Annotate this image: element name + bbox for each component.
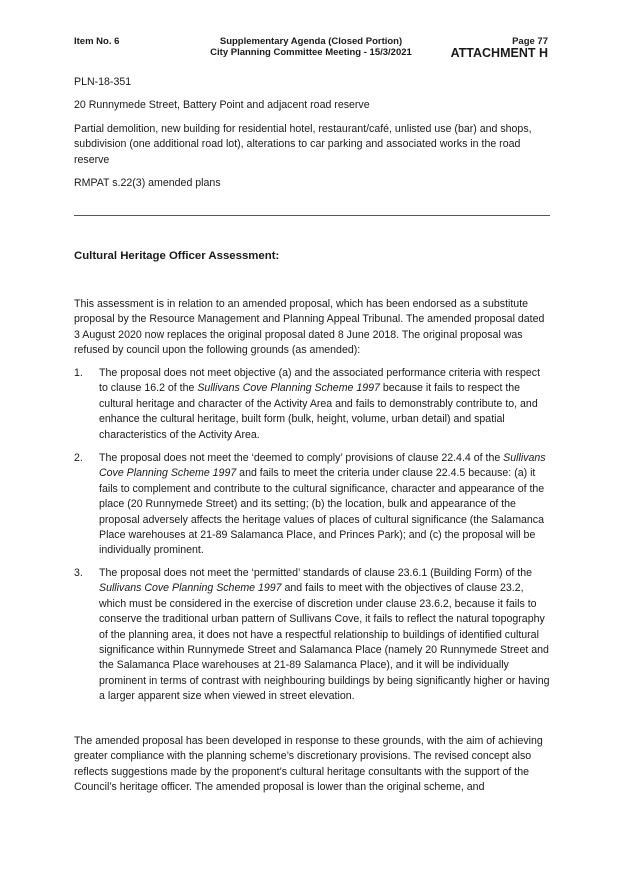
page-number: Page 77 [512, 36, 548, 47]
section-heading: Cultural Heritage Officer Assessment: [74, 250, 280, 262]
page-header [74, 34, 548, 64]
application-description: Partial demolition, new building for residential hotel, restaurant/café, unlisted use (bar) and shops, subdivision (one additional road lot), alterations to car parking and associated works in the road reserve [74, 123, 532, 166]
item-number: Item No. 6 [74, 36, 120, 47]
ground-text: The proposal does not meet the ‘deemed to comply’ provisions of clause 22.4.4 of the Sullivans Cove Planning Scheme 1997 and fails to meet the criteria under clause 22.4.5 because: (a) it fails to complement and contribute to the cultural significance, character and appearance of the place (20 Runnymede Street) and its setting; (b) the location, bulk and appearance of the proposal adversely affects the heritage values of places of cultural significance (the Salamanca Place warehouses at 21-89 Salamanca Place, and Princes Park); and (c) the proposal will be individually prominent. [99, 452, 546, 557]
attachment-label: ATTACHMENT H [450, 46, 548, 60]
application-address: 20 Runnymede Street, Battery Point and adjacent road reserve [74, 99, 370, 111]
ground-number: 3. [74, 567, 83, 579]
page-info [451, 36, 548, 59]
ground-text: The proposal does not meet objective (a) and the associated performance criteria with respect to clause 16.2 of the Sullivans Cove Planning Scheme 1997 because it fails to respect the cultural heritage and character of the Activity Area and fails to demonstrably contribute to, and enhance the cultural heritage, built form (bulk, height, volume, urban detail) and spatial characteristics of the Activity Area. [99, 367, 541, 441]
agenda-name: Supplementary Agenda (Closed Portion) [219, 36, 403, 47]
divider [74, 215, 550, 216]
application-plans: RMPAT s.22(3) amended plans [74, 177, 221, 189]
ground-number: 1. [74, 367, 83, 379]
intro-paragraph: This assessment is in relation to an amended proposal, which has been endorsed as a substitute proposal by the Resource Management and Planning Appeal Tribunal. The amended proposal dated 3 August 2020 now replaces the original proposal dated 8 June 2018. The original proposal was refused by council upon the following grounds (as amended): [74, 298, 545, 357]
application-reference: PLN-18-351 [74, 76, 132, 88]
ground-text: The proposal does not meet the ‘permitted’ standards of clause 23.6.1 (Building Form) of the Sullivans Cove Planning Scheme 1997 and fails to meet with the objectives of clause 23.2, which must be considered in the exercise of discretion under clause 23.6.2, because it fails to conserve the traditional urban pattern of Sullivans Cove, it fails to reflect the natural topography of the planning area, it does not have a respectful relationship to buildings of identified cultural significance within Runnymede Street and Salamanca Place (namely 20 Runnymede Street and the Salamanca Place warehouses at 21-89 Salamanca Place), and it will be individually prominent in terms of contrast with neighbouring buildings by being significantly higher or having a larger apparent size when viewed in street elevation. [99, 567, 550, 703]
ground-number: 2. [74, 452, 83, 464]
closing-paragraph: The amended proposal has been developed in response to these grounds, with the aim of achieving greater compliance with the planning scheme’s discretionary provisions. The revised concept also reflects suggestions made by the proponent’s cultural heritage consultants with the support of the Council’s heritage officer. The amended proposal is lower than the original scheme, and [74, 735, 543, 794]
meeting-name: City Planning Committee Meeting - 15/3/2021 [210, 47, 412, 58]
